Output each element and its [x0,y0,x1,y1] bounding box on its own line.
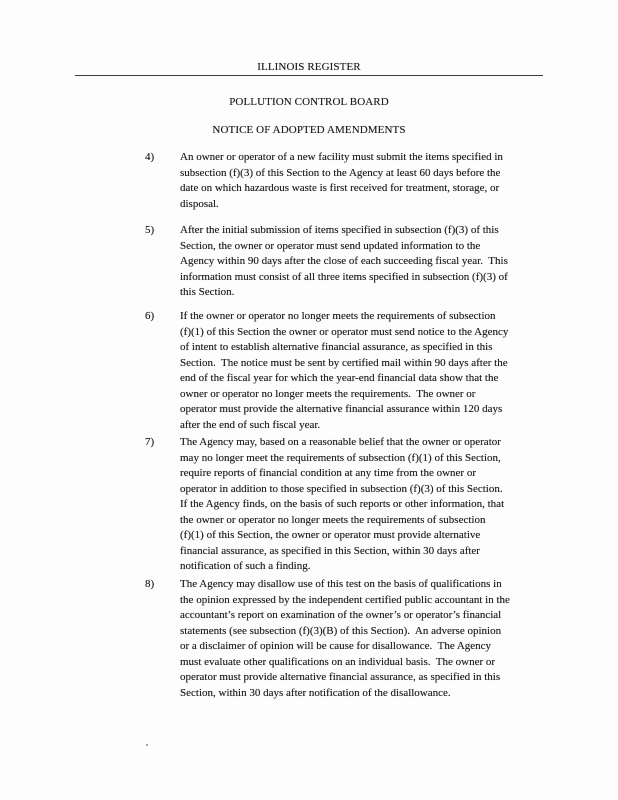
item-6-line: (f)(1) of this Section the owner or operator must send notice to the Agency [180,325,509,338]
item-7-line: may no longer meet the requirements of subsection (f)(1) of this Section, [180,451,501,464]
item-5-line: Section, the owner or operator must send updated information to the [180,239,481,252]
item-4-line: An owner or operator of a new facility must submit the items specified in [180,151,503,163]
board-name: POLLUTION CONTROL BOARD [229,96,389,108]
item-7-line: The Agency may, based on a reasonable belief that the owner or operator [180,436,501,448]
item-7-line: require reports of financial condition at any time from the owner or [180,467,476,479]
item-5-text [180,223,508,301]
item-7-line: financial assurance, as specified in this Section, within 30 days after [180,544,480,557]
item-7-line: notification of such a finding. [180,560,311,572]
register-title: ILLINOIS REGISTER [257,61,361,73]
item-7-number: 7) [145,436,155,448]
item-7-line: (f)(1) of this Section, the owner or operator must provide alternative [180,529,481,541]
item-6-line: operator must provide the alternative financial assurance within 120 days [180,403,503,415]
item-6-line: after the end of such fiscal year. [180,418,321,431]
item-5-line: information must consist of all three items specified in subsection (f)(3) of [180,270,508,283]
item-6-line: end of the fiscal year for which the year-end financial data show that the [180,372,499,384]
item-5-number: 5) [145,224,155,236]
item-7-text [180,435,504,575]
item-8-text [180,577,510,701]
item-8-line: the opinion expressed by the independent certified public accountant in the [180,593,510,606]
item-7-line: operator in addition to those specified in subsection (f)(3) of this Section. [180,482,503,495]
item-5-line: this Section. [180,286,235,298]
item-7-line: If the Agency finds, on the basis of such reports or other information, that [180,498,505,510]
notice-title: NOTICE OF ADOPTED AMENDMENTS [212,124,406,136]
item-4-text [180,150,503,212]
item-8-line: statements (see subsection (f)(3)(B) of this Section). An adverse opinion [180,624,502,637]
item-4-line: disposal. [180,197,219,210]
item-6-text [180,309,508,433]
item-6-line: If the owner or operator no longer meets the requirements of subsection [180,310,496,322]
item-4-number: 4) [145,151,155,163]
item-8-line: must evaluate other qualifications on an individual basis. The owner or [180,655,496,668]
item-5-line: Agency within 90 days after the close of each succeeding fiscal year. This [180,255,508,267]
item-8-number: 8) [145,578,155,590]
item-8-line: operator must provide alternative financial assurance, as specified in this [180,671,501,683]
item-8-line: or a disclaimer of opinion will be cause for disallowance. The Agency [180,640,492,652]
item-8-line: The Agency may disallow use of this test on the basis of qualifications in [180,578,502,590]
item-6-line: Section. The notice must be sent by certified mail within 90 days after the [180,356,508,369]
item-5-line: After the initial submission of items specified in subsection (f)(3) of this [180,224,499,236]
item-6-number: 6) [145,310,155,322]
item-4-line: subsection (f)(3) of this Section to the Agency at least 60 days before the [180,166,501,179]
item-6-line: of intent to establish alternative financial assurance, as specified in this [180,341,493,353]
item-8-line: accountant’s report on examination of the owner’s or operator’s financial [180,609,502,621]
item-7-line: the owner or operator no longer meets the requirements of subsection [180,513,486,526]
scan-speck [146,744,148,746]
item-4-line: date on which hazardous waste is first received for treatment, storage, or [180,182,500,194]
item-6-line: owner or operator no longer meets the requirements. The owner or [180,387,476,400]
item-8-line: Section, within 30 days after notification of the disallowance. [180,686,451,699]
